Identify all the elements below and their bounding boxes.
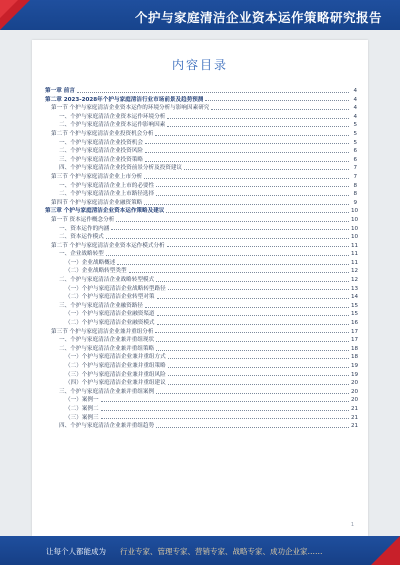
toc-entry-page: 15 [351, 302, 359, 309]
toc-leader-dots [144, 178, 349, 179]
toc-entry-label: 二、资本运作模式 [59, 234, 104, 241]
toc-leader-dots [106, 255, 349, 256]
toc-entry-page: 4 [353, 105, 357, 112]
toc-leader-dots [145, 152, 349, 153]
toc-leader-dots [168, 384, 349, 385]
toc-leader-dots [167, 118, 349, 119]
report-header-bar [0, 0, 400, 30]
table-of-contents [45, 87, 357, 431]
toc-entry[interactable] [45, 182, 357, 191]
toc-entry-page: 19 [351, 363, 359, 369]
toc-entry-label: 第二节 个护与家庭清洁企业资本运作模式分析 [51, 242, 165, 249]
toc-leader-dots [116, 221, 349, 222]
toc-entry-label: （二）案例二 [65, 405, 99, 412]
toc-leader-dots [157, 315, 349, 316]
toc-entry-label: 第二节 个护与家庭清洁企业投资机会分析 [51, 130, 154, 137]
toc-entry-page: 15 [351, 311, 359, 318]
toc-leader-dots [168, 367, 349, 368]
toc-entry-label: 第一节 个护与家庭清洁企业资本运作的环境分析与影响因素研究 [51, 105, 210, 112]
toc-leader-dots [145, 143, 349, 144]
toc-entry-label: 第一章 前言 [45, 88, 75, 94]
toc-entry-label: （三）个护与家庭清洁企业兼并重组风险 [65, 371, 166, 378]
toc-entry-page: 19 [351, 371, 359, 378]
toc-leader-dots [156, 350, 349, 351]
toc-leader-dots [101, 401, 349, 402]
toc-entry[interactable] [45, 259, 357, 268]
toc-entry-page: 20 [351, 380, 359, 387]
toc-leader-dots [156, 195, 349, 196]
toc-leader-dots [145, 307, 349, 308]
toc-entry-label: （一）个护与家庭清洁企业融资渠道 [65, 311, 155, 318]
footer-slogan-left: 让每个人都能成为 [46, 547, 106, 556]
toc-entry[interactable] [45, 362, 357, 371]
toc-leader-dots [157, 298, 349, 299]
toc-entry-page: 10 [351, 234, 359, 241]
toc-leader-dots [168, 358, 349, 359]
toc-entry-page: 18 [351, 354, 359, 361]
toc-entry[interactable] [45, 121, 357, 130]
toc-entry-label: 第一节 资本运作概念分析 [51, 216, 115, 223]
toc-leader-dots [168, 375, 349, 376]
toc-entry[interactable] [45, 302, 357, 311]
toc-entry-page: 11 [351, 259, 359, 266]
toc-entry-label: 一、资本运作的内涵 [59, 225, 110, 232]
toc-entry-label: （二）企业战略转型类型 [65, 268, 127, 275]
toc-entry-label: 一、个护与家庭清洁企业上市的必要性 [59, 182, 155, 189]
toc-entry-page: 10 [351, 216, 359, 223]
toc-entry[interactable] [45, 87, 357, 96]
toc-entry-page: 20 [351, 397, 359, 404]
toc-leader-dots [155, 135, 349, 136]
toc-leader-dots [155, 332, 349, 333]
toc-entry-label: 三、个护与家庭清洁企业融资路径 [59, 302, 143, 309]
toc-leader-dots [184, 169, 349, 170]
toc-entry-page: 12 [351, 277, 359, 284]
page-number: 1 [350, 522, 354, 528]
toc-leader-dots [111, 229, 349, 230]
report-title: 个护与家庭清洁企业资本运作策略研究报告 [134, 10, 382, 25]
toc-entry[interactable] [45, 388, 357, 397]
toc-entry[interactable] [45, 104, 357, 113]
toc-leader-dots [129, 272, 349, 273]
toc-entry-page: 4 [353, 113, 357, 120]
toc-entry[interactable] [45, 353, 357, 362]
toc-entry-page: 6 [353, 148, 357, 155]
toc-entry[interactable] [45, 199, 357, 208]
toc-entry-page: 5 [353, 122, 357, 129]
toc-leader-dots [166, 212, 349, 213]
toc-entry[interactable] [45, 379, 357, 388]
toc-entry[interactable] [45, 173, 357, 182]
toc-entry-label: 三、个护与家庭清洁企业兼并重组案例 [59, 388, 155, 395]
toc-entry-label: 一、个护与家庭清洁企业兼并重组现状 [59, 337, 155, 344]
toc-entry-label: 二、个护与家庭清洁企业兼并重组策略 [59, 345, 155, 352]
document-page [32, 40, 368, 536]
toc-leader-dots [156, 281, 349, 282]
toc-leader-dots [77, 92, 349, 93]
toc-leader-dots [157, 324, 349, 325]
toc-entry-page: 16 [351, 320, 359, 327]
toc-entry[interactable] [45, 293, 357, 302]
toc-entry-page: 7 [353, 165, 357, 172]
toc-entry[interactable] [45, 336, 357, 345]
toc-entry-label: 第三章 个护与家庭清洁企业资本运作策略及建议 [45, 208, 165, 215]
toc-leader-dots [101, 418, 349, 419]
toc-entry[interactable] [45, 207, 357, 216]
toc-leader-dots [167, 126, 349, 127]
toc-leader-dots [106, 238, 349, 239]
toc-entry-page: 5 [353, 130, 357, 137]
toc-entry[interactable] [45, 345, 357, 354]
toc-entry-page: 4 [353, 96, 357, 103]
toc-leader-dots [101, 410, 349, 411]
toc-entry[interactable] [45, 267, 357, 276]
toc-leader-dots [211, 109, 349, 110]
toc-leader-dots [117, 264, 349, 265]
toc-entry[interactable] [45, 328, 357, 337]
toc-entry-page: 9 [353, 199, 357, 206]
toc-entry[interactable] [45, 233, 357, 242]
toc-entry-label: 二、个护与家庭清洁企业资本运作影响因素 [59, 122, 166, 129]
toc-entry-label: （二）个护与家庭清洁企业兼并重组策略 [65, 363, 166, 369]
toc-entry-label: 二、个护与家庭清洁企业投资风险 [59, 148, 143, 155]
toc-entry-page: 10 [351, 208, 359, 215]
toc-entry-page: 4 [353, 88, 357, 94]
toc-leader-dots [156, 393, 349, 394]
toc-entry-page: 17 [351, 328, 359, 335]
header-red-corner-inner [0, 0, 18, 18]
toc-entry[interactable] [45, 156, 357, 165]
toc-entry-page: 8 [353, 191, 357, 198]
toc-entry-label: 一、个护与家庭清洁企业资本运作环境分析 [59, 113, 166, 120]
toc-entry[interactable] [45, 242, 357, 251]
toc-entry-label: 二、个护与家庭清洁企业上市路径选择 [59, 191, 155, 198]
toc-entry[interactable] [45, 310, 357, 319]
toc-entry[interactable] [45, 276, 357, 285]
toc-leader-dots [156, 186, 349, 187]
toc-entry-page: 14 [351, 294, 359, 301]
toc-entry-label: 第三节 个护与家庭清洁企业上市分析 [51, 173, 143, 180]
toc-entry-label: 四、个护与家庭清洁企业兼并重组趋势 [59, 423, 155, 430]
toc-entry[interactable] [45, 414, 357, 423]
toc-entry-label: （一）案例一 [65, 397, 99, 404]
toc-leader-dots [145, 161, 349, 162]
toc-leader-dots [168, 289, 349, 290]
toc-entry[interactable] [45, 371, 357, 380]
toc-entry-page: 11 [351, 242, 359, 249]
toc-entry[interactable] [45, 139, 357, 148]
toc-entry-label: 第二章 2023-2028年个护与家庭清洁行业市场前景及趋势预测 [45, 96, 204, 103]
toc-leader-dots [205, 100, 349, 101]
report-footer-bar [0, 536, 400, 565]
toc-entry-page: 21 [351, 405, 359, 412]
toc-entry-label: （二）个护与家庭清洁企业融资模式 [65, 320, 155, 327]
toc-entry[interactable] [45, 396, 357, 405]
toc-entry-label: 二、个护与家庭清洁企业战略转型模式 [59, 277, 155, 284]
toc-entry-label: 第三节 个护与家庭清洁企业兼并重组分析 [51, 328, 154, 335]
toc-leader-dots [144, 204, 349, 205]
toc-entry-label: （三）案例三 [65, 414, 99, 421]
toc-entry-label: （一）个护与家庭清洁企业兼并重组方式 [65, 354, 166, 361]
toc-entry-label: （一）个护与家庭清洁企业战略转型路径 [65, 285, 166, 292]
toc-entry-page: 6 [353, 156, 357, 163]
toc-entry-label: （一）企业战略概述 [65, 259, 116, 266]
toc-entry[interactable] [45, 250, 357, 259]
toc-entry-page: 10 [351, 225, 359, 232]
toc-entry-page: 7 [353, 173, 357, 180]
toc-entry[interactable] [45, 319, 357, 328]
toc-entry-label: 一、企业战略转型 [59, 251, 104, 258]
toc-entry-page: 8 [353, 182, 357, 189]
toc-entry-page: 20 [351, 388, 359, 395]
toc-entry-label: （二）个护与家庭清洁企业转型对策 [65, 294, 155, 301]
toc-entry-label: 一、个护与家庭清洁企业投资机会 [59, 139, 143, 146]
toc-entry[interactable] [45, 216, 357, 225]
toc-leader-dots [156, 427, 349, 428]
toc-entry[interactable] [45, 405, 357, 414]
toc-entry-label: （四）个护与家庭清洁企业兼并重组建议 [65, 380, 166, 387]
toc-entry-page: 12 [351, 268, 359, 275]
toc-leader-dots [156, 341, 349, 342]
toc-entry-label: 四、个护与家庭清洁企业投资前景分析及投资建议 [59, 165, 183, 172]
toc-entry[interactable] [45, 225, 357, 234]
toc-entry-page: 11 [351, 251, 359, 258]
toc-entry-page: 13 [351, 285, 359, 292]
toc-entry[interactable] [45, 190, 357, 199]
footer-slogan-right: 行业专家、管理专家、营销专家、战略专家、成功企业家…… [120, 547, 323, 556]
toc-entry[interactable] [45, 422, 357, 431]
toc-entry[interactable] [45, 164, 357, 173]
toc-leader-dots [167, 246, 349, 247]
toc-entry-page: 21 [351, 423, 359, 430]
toc-entry-label: 三、个护与家庭清洁企业投资策略 [59, 156, 143, 163]
toc-entry-page: 21 [351, 414, 359, 421]
toc-entry-page: 18 [351, 345, 359, 352]
toc-entry-page: 5 [353, 139, 357, 146]
toc-entry-label: 第四节 个护与家庭清洁企业融资策略 [51, 199, 143, 206]
toc-entry[interactable] [45, 147, 357, 156]
toc-entry[interactable] [45, 113, 357, 122]
toc-title: 内容目录 [171, 58, 228, 72]
toc-entry-page: 17 [351, 337, 359, 344]
toc-entry[interactable] [45, 285, 357, 294]
toc-entry[interactable] [45, 130, 357, 139]
footer-red-corner [371, 536, 400, 565]
toc-entry[interactable] [45, 96, 357, 105]
